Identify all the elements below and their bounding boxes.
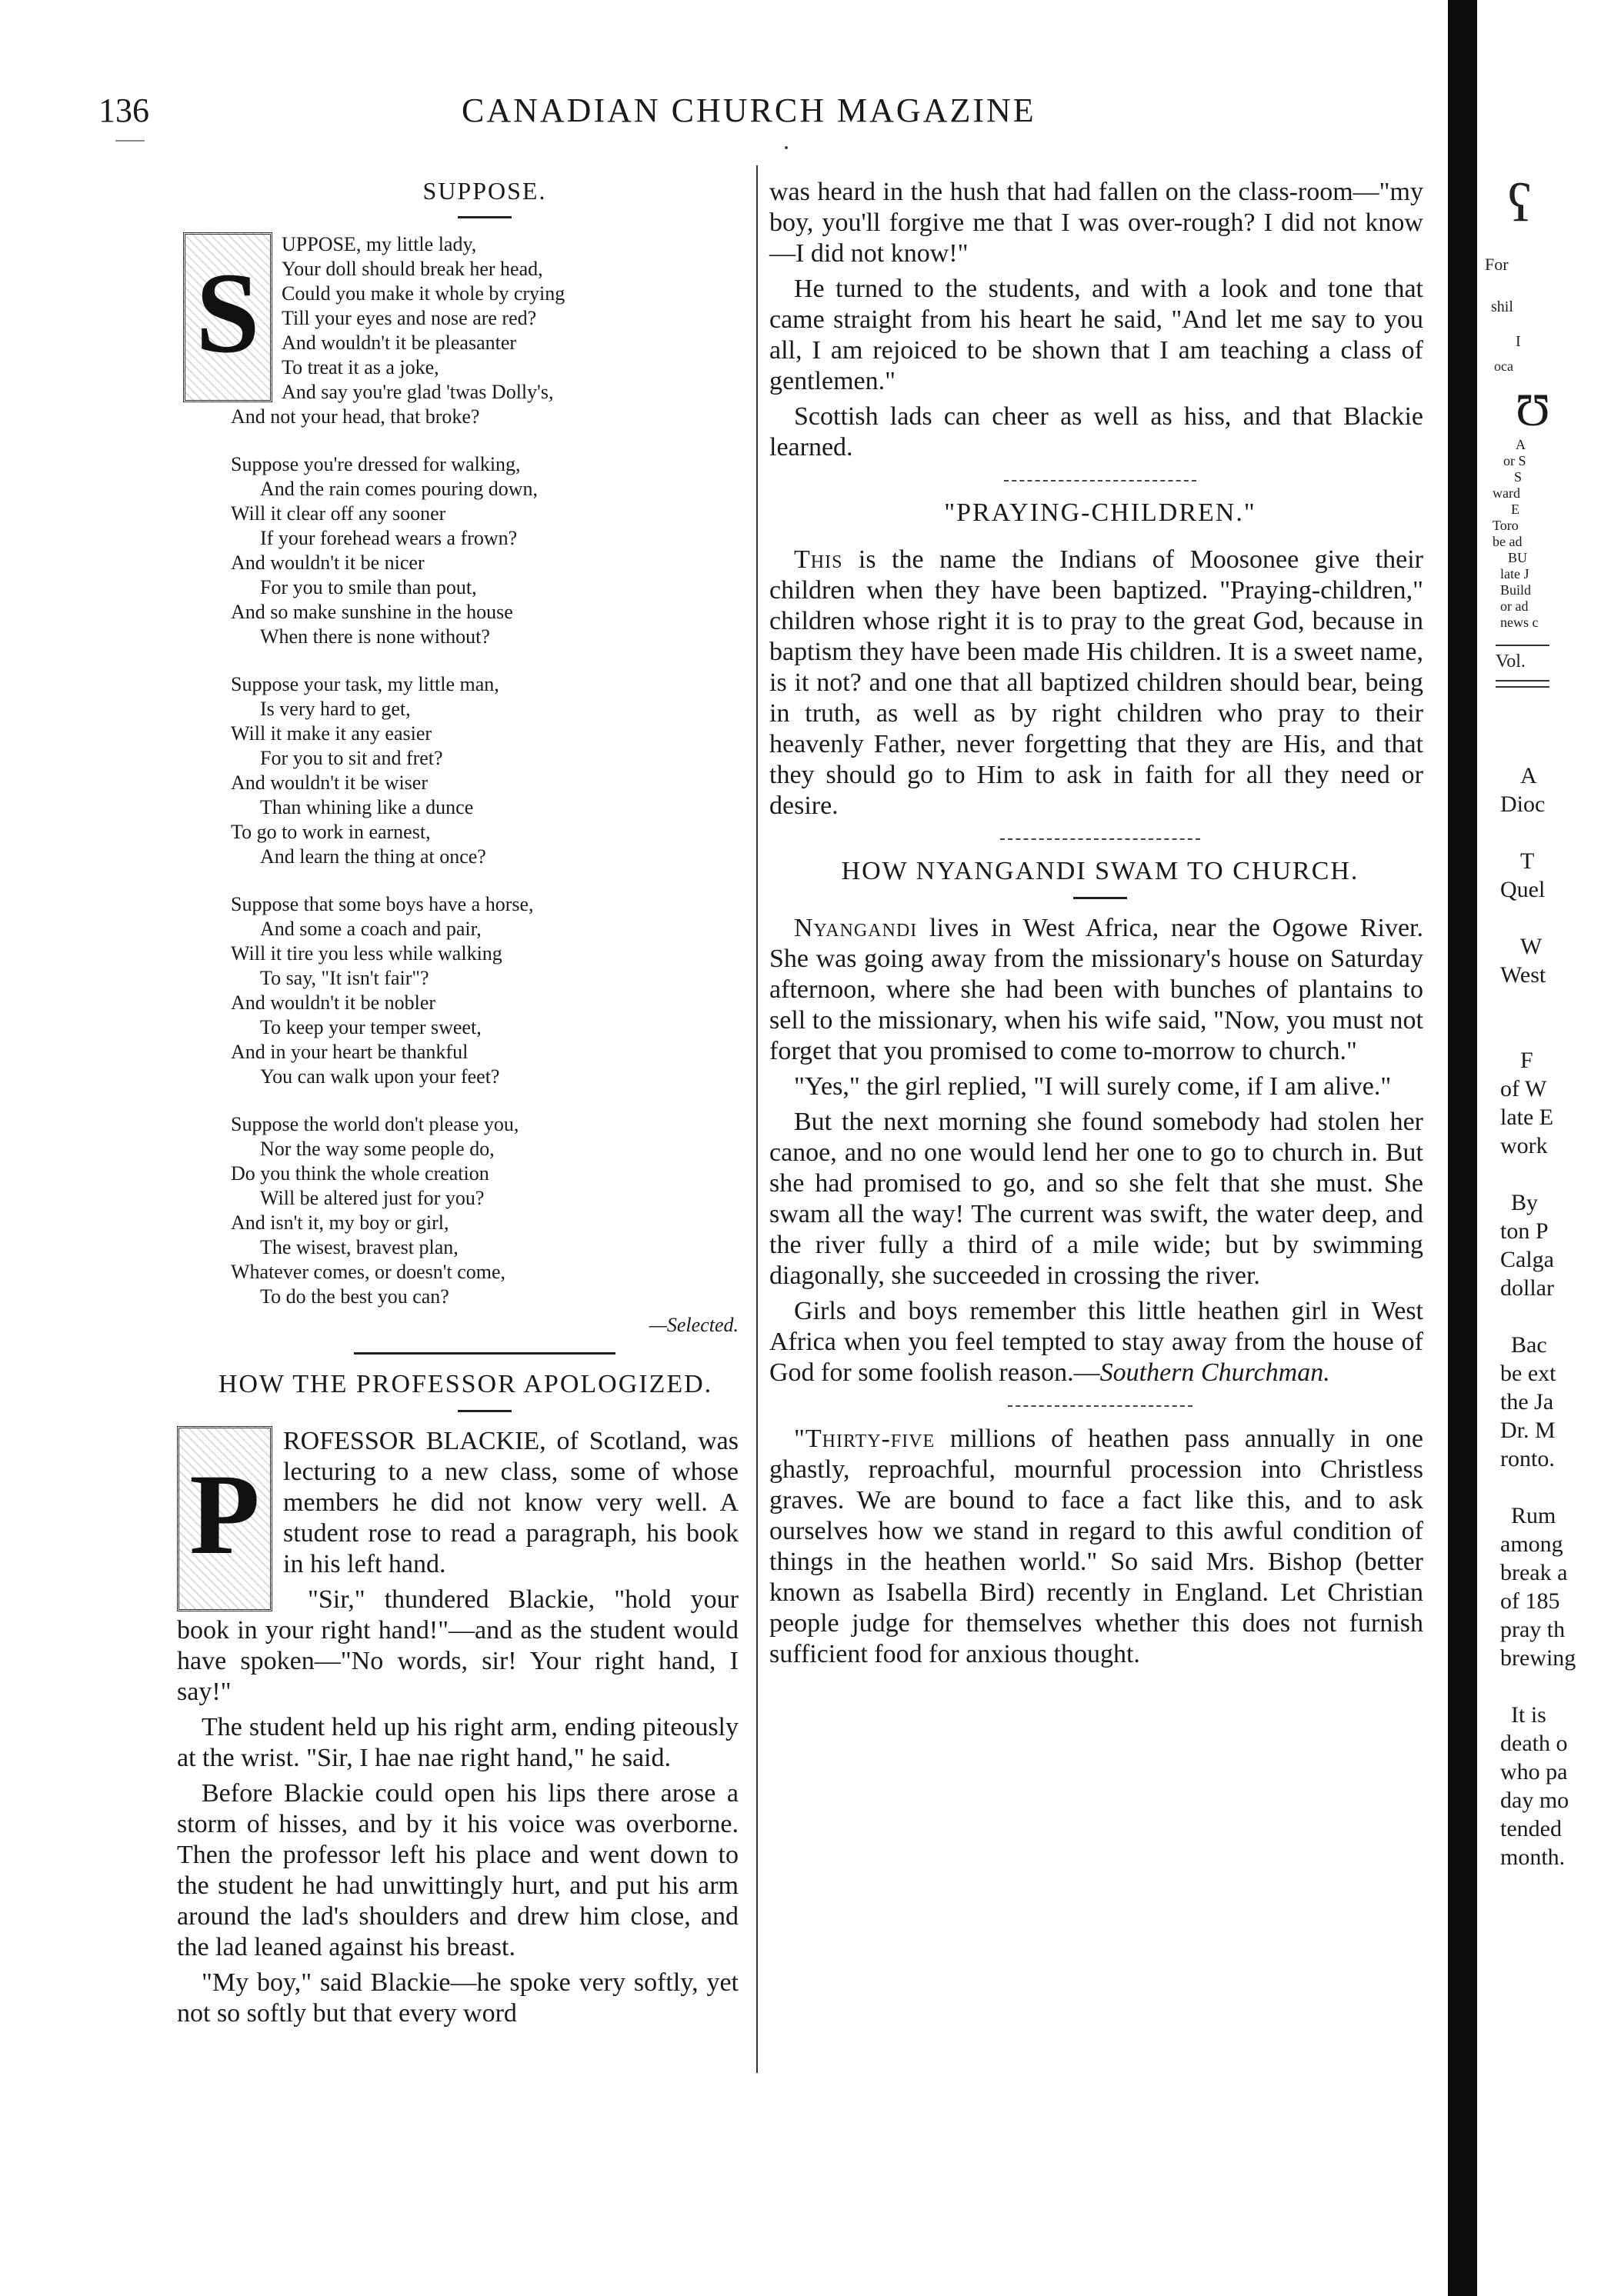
poem-line: Will it tire you less while walking [231,942,502,965]
header-rule [115,140,145,142]
page-number: 136 [98,92,149,129]
article-bishop-quote [769,1424,1423,1670]
poem-line: Will it clear off any sooner [231,502,446,525]
fragment-line: A [1520,763,1537,788]
fragment-line: oca [1494,358,1513,374]
poem-line: And wouldn't it be pleasanter [282,332,517,354]
poem-stanza-5 [231,1112,739,1309]
fragment-line: be ext [1500,1361,1556,1386]
section-divider [1000,838,1200,840]
poem-line: Is very hard to get, [260,698,411,720]
fragment-line: By [1511,1190,1539,1215]
fragment-line: ronto. [1500,1446,1555,1471]
fragment-line: For [1485,255,1509,274]
article-paragraph: "Yes," the girl replied, "I will surely come, if I am alive." [794,1072,1392,1101]
poem-attribution: —Selected. [649,1314,739,1336]
fragment-line: death o [1500,1731,1568,1756]
poem-line: When there is none without? [260,625,490,648]
section-divider [1004,480,1196,482]
fragment-line: It is [1511,1702,1546,1728]
poem-line: And in your heart be thankful [231,1041,469,1063]
poem-line: Your doll should break her head, [282,258,543,280]
fragment-line: of 185 [1500,1588,1560,1614]
poem-line: If your forehead wears a frown? [260,527,518,549]
article-paragraph: Girls and boys remember this little heathen girl in West Africa when you feel tempted to stay away from the house of God for some foolish reason.—Southern Churchman. [769,1297,1423,1387]
article-paragraph: "Thirty-five millions of heathen pass annually in one ghastly, reproachful, mournful procession into Christless graves. We are bound to face a fact like this, and to ask ourselves how we stand in regard to this awful condition of things in the heathen world." So said Mrs. Bishop (better known as Isabella Bird) recently in England. Let Christian people judge for themselves whether this does not furnish sufficient food for anxious thought. [769,1425,1423,1668]
poem-line: Could you make it whole by crying [282,282,565,305]
article-paragraph: was heard in the hush that had fallen on the class-room—"my boy, you'll forgive me that I was over-rough? I did not know—I did not know!" [769,178,1423,268]
fragment-line: T [1520,848,1535,874]
poem-line: To keep your temper sweet, [260,1016,482,1038]
poem-line: And wouldn't it be wiser [231,771,428,794]
poem-line: The wisest, bravest plan, [260,1236,459,1258]
poem-line: You can walk upon your feet? [260,1065,500,1088]
fragment-line: be ad [1493,534,1523,549]
article-paragraph: Scottish lads can cheer as well as hiss, and that Blackie learned. [769,402,1423,462]
poem-line: For you to sit and fret? [260,747,443,769]
fragment-line: Calga [1500,1247,1554,1272]
fragment-line: news c [1500,615,1539,630]
poem-stanza-2 [231,452,739,649]
article-title-nyangandi: HOW NYANGANDI SWAM TO CHURCH. [841,857,1359,885]
facing-page-fragments: ʕ For shil I oca Ʊ A or S S ward E Toro be ad BU late J Build or ad news c Vol. A Dioc T Quel W West F of W late E work By ton P Calga dollar Bac be ext the Ja Dr. M ronto. Rum among break a of 185 pray th brewing It is death o who pa day mo tended month. [1485,177,1611,1871]
poem-suppose [195,232,739,1337]
fragment-line: pray th [1500,1617,1566,1642]
fragment-line: F [1520,1048,1533,1073]
article-paragraph: Nyangandi lives in West Africa, near the Ogowe River. She was going away from the missionary's house on Saturday afternoon, where she had been with bunches of plantains to sell to the missionary, when his wife said, "Now, you must not forget that you promised to come to-morrow to church." [769,914,1423,1065]
page-binding-edge [1448,0,1477,2296]
poem-line: And not your head, that broke? [231,405,480,428]
fragment-line: E [1511,502,1519,517]
fragment-line: West [1500,962,1546,988]
poem-line: UPPOSE, my little lady, [282,233,477,255]
poem-line: Suppose that some boys have a horse, [231,893,534,915]
article-paragraph: "My boy," said Blackie—he spoke very softly, yet not so softly but that every word [177,1968,739,2028]
poem-line: Suppose you're dressed for walking, [231,453,521,475]
poem-line: And some a coach and pair, [260,918,482,940]
fragment-line: among [1500,1531,1563,1557]
fragment-line: brewing [1500,1645,1576,1671]
poem-line: And learn the thing at once? [260,845,486,868]
title-rule [1073,897,1127,899]
poem-line: For you to smile than pout, [260,576,477,598]
poem-line: Than whining like a dunce [260,796,474,818]
fragment-line: Dioc [1500,791,1546,817]
fragment-line: or ad [1500,598,1529,614]
poem-line: And wouldn't it be nobler [231,991,436,1014]
poem-line: To do the best you can? [260,1285,449,1308]
poem-stanza-4 [231,892,739,1089]
poem-line: To treat it as a joke, [282,356,439,378]
fragment-line: late J [1500,566,1529,581]
poem-line: To say, "It isn't fair"? [260,967,429,989]
poem-line: Whatever comes, or doesn't come, [231,1261,505,1283]
fragment-line: or S [1503,453,1526,468]
fragment-line: month. [1500,1844,1566,1870]
fragment-line: break a [1500,1560,1568,1585]
fragment-volume: Vol. [1496,651,1526,671]
article-paragraph: P ROFESSOR BLACKIE, of Scotland, was lecturing to a new class, some of whose members he did not know very well. A student rose to read a paragraph, his book in his left hand. [177,1426,739,1580]
poem-line: And wouldn't it be nicer [231,552,425,574]
poem-line: Will be altered just for you? [260,1187,485,1209]
poem-line: Till your eyes and nose are red? [282,307,537,329]
fragment-line: Build [1500,582,1532,598]
section-divider [354,1352,615,1355]
poem-line: Nor the way some people do, [260,1138,495,1160]
article-title-professor: HOW THE PROFESSOR APOLOGIZED. [218,1370,713,1398]
fragment-line: the Ja [1500,1389,1554,1415]
article-praying-children [769,545,1423,821]
poem-title: SUPPOSE. [422,177,547,205]
poem-line: Suppose the world don't please you, [231,1113,519,1135]
fragment-line: S [1514,469,1523,485]
column-divider [756,165,758,2073]
article-paragraph: The student held up his right arm, ending piteously at the wrist. "Sir, I hae nae right hand," he said. [177,1713,739,1772]
left-column [177,177,739,2034]
fragment-line: Rum [1511,1503,1556,1528]
poem-line: Do you think the whole creation [231,1162,489,1185]
fragment-line: I [1516,333,1521,350]
fragment-line: Bac [1511,1332,1547,1358]
article-professor-continued [769,177,1423,463]
fragment-line: of W [1500,1076,1547,1101]
fragment-block-lower [1500,761,1611,1871]
article-professor [177,1426,739,2029]
article-paragraph: This is the name the Indians of Moosonee give their children when they have been baptized. "Praying-children," children whose right it is to pray to the great God, because in baptism they have been made His children. It is a sweet name, is it not? and one that all baptized children should bear, being in truth, as well as by right children who pray to their heavenly Father, never forgetting that they are His, and that they should go to Him to ask in faith for all they need or desire. [769,545,1423,820]
fragment-line: Toro [1493,518,1519,533]
magazine-title: CANADIAN CHURCH MAGAZINE [462,92,1036,129]
right-column [769,177,1431,1675]
article-paragraph: "Sir," thundered Blackie, "hold your book in your right hand!"—and as the student would have spoken—"No words, sir! Your right hand, I say!" [177,1585,739,1706]
article-paragraph: But the next morning she found somebody had stolen her canoe, and no one would lend her one to go to church in. But she had promised to go, and so she felt that she must. She swam all the way! The current was swift, the water deep, and the river fully a third of a mile wide; but by swimming diagonally, she succeeded in crossing the river. [769,1108,1423,1290]
fragment-line: day mo [1500,1788,1569,1813]
poem-line: And isn't it, my boy or girl, [231,1211,449,1234]
poem-line: And say you're glad 'twas Dolly's, [282,381,554,403]
fragment-line: ton P [1500,1218,1549,1244]
section-divider [1008,1405,1192,1407]
poem-line: To go to work in earnest, [231,821,431,843]
poem-line: And so make sunshine in the house [231,601,513,623]
article-paragraph: Before Blackie could open his lips there arose a storm of hisses, and by it his voice was overborne. Then the professor left his place and went down to the student he had unwittingly hurt, and put his arm around the lad's shoulders and drew him close, and the lad leaned against his breast. [177,1779,739,1961]
fragment-line: BU [1508,550,1528,565]
fragment-line: work [1500,1133,1548,1158]
poem-stanza-1 [195,232,739,429]
article-source: Southern Churchman. [1099,1358,1330,1387]
article-paragraph: He turned to the students, and with a look and tone that came straight from his heart he said, "And let me say to you all, I am rejoiced to be shown that I am teaching a class of gentlemen." [769,275,1423,395]
fragment-line: who pa [1500,1759,1568,1784]
poem-line: Suppose your task, my little man, [231,673,499,695]
header-dot [785,146,788,149]
poem-stanza-3 [231,672,739,869]
fragment-line: shil [1491,298,1513,315]
fragment-line: W [1520,934,1543,959]
poem-line: Will it make it any easier [231,722,432,745]
fragment-line: late E [1500,1105,1554,1130]
title-rule [458,216,512,218]
fragment-line: Quel [1500,877,1546,902]
fragment-line: dollar [1500,1275,1554,1301]
ornamental-drop-cap-s: S [183,232,272,402]
fragment-line: ward [1493,485,1520,501]
fragment-line: tended [1500,1816,1562,1841]
fragment-line: Dr. M [1500,1418,1556,1443]
poem-line: And the rain comes pouring down, [260,478,539,500]
fragment-line: A [1516,437,1526,452]
article-title-praying-children: "PRAYING-CHILDREN." [944,498,1256,527]
title-rule [458,1410,512,1412]
article-nyangandi [769,913,1423,1388]
ornamental-drop-cap-p: P [177,1426,272,1611]
